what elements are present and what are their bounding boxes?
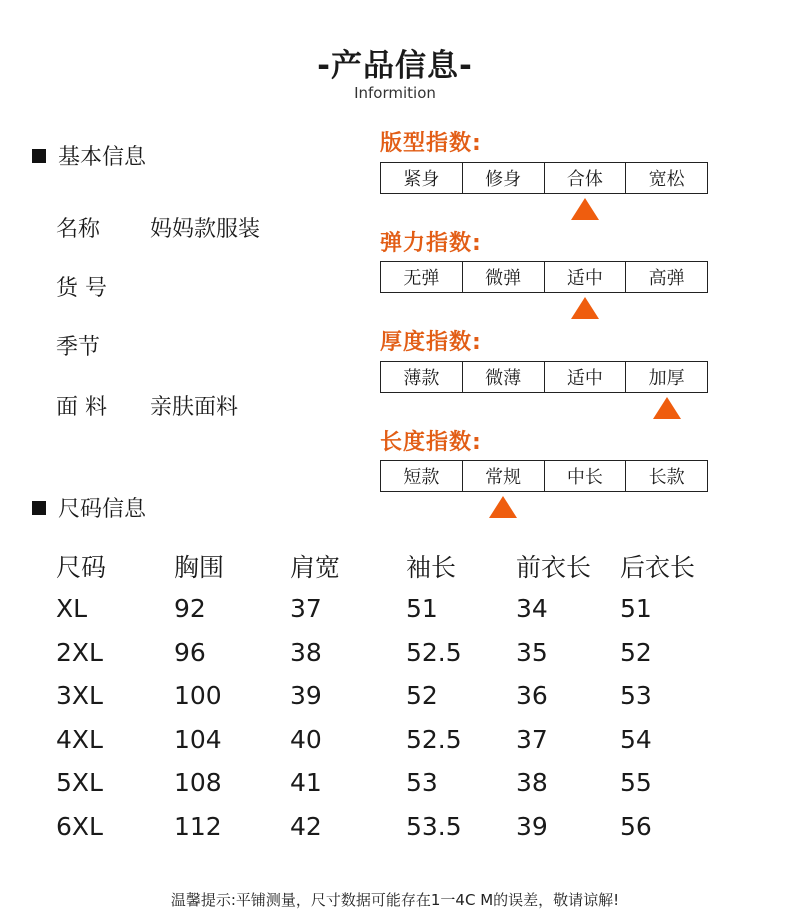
table-cell: 96 [174,638,206,667]
length-index-title: 长度指数: [380,430,482,455]
triangle-marker-icon [571,297,599,319]
table-cell: 40 [290,725,322,754]
table-cell: XL [56,594,88,623]
table-cell: 39 [290,681,322,710]
table-cell: 42 [290,812,322,841]
triangle-marker-icon [489,496,517,518]
table-cell: 112 [174,812,222,841]
table-cell: 6XL [56,812,103,841]
square-bullet-icon [32,501,46,515]
thickness-index-scale [380,361,708,393]
table-cell: 52.5 [406,725,462,754]
fit-index-scale [380,162,708,194]
info-value: 亲肤面料 [150,395,239,420]
info-label: 季节 [56,335,101,360]
table-cell: 35 [516,638,548,667]
triangle-marker-icon [653,397,681,419]
scale-cell: 适中 [545,362,627,392]
column-header: 肩宽 [290,553,341,582]
info-label: 面 料 [56,395,107,420]
scale-cell: 适中 [545,262,627,292]
column-header: 胸围 [174,553,225,582]
elasticity-index-scale [380,261,708,293]
table-cell: 53 [406,768,438,797]
table-cell: 2XL [56,638,103,667]
scale-cell: 薄款 [381,362,463,392]
column-header: 前衣长 [516,553,592,582]
basic-info-heading [32,140,146,171]
page-title: -产品信息- [317,48,473,84]
thickness-index-title: 厚度指数: [380,330,482,355]
info-label: 名称 [56,217,101,242]
info-label: 货 号 [56,276,107,301]
square-bullet-icon [32,149,46,163]
table-cell: 5XL [56,768,103,797]
scale-cell: 宽松 [648,169,685,190]
column-header: 尺码 [56,553,107,582]
table-cell: 36 [516,681,548,710]
table-cell: 53 [620,681,652,710]
table-cell: 3XL [56,681,103,710]
size-info-heading-text: 尺码信息 [58,497,147,522]
scale-cell: 紧身 [381,163,463,193]
table-cell: 34 [516,594,548,623]
size-info-heading [32,492,146,523]
scale-cell: 修身 [463,163,545,193]
scale-cell: 合体 [545,163,627,193]
measurement-note: 温馨提示:平铺测量，尺寸数据可能存在1一4C M的误差，敬请谅解! [170,891,620,909]
fit-index-title: 版型指数: [380,131,482,156]
table-cell: 104 [174,725,222,754]
length-index-scale [380,460,708,492]
scale-cell: 微弹 [463,262,545,292]
triangle-marker-icon [571,198,599,220]
scale-cell: 长款 [648,467,685,488]
table-cell: 38 [290,638,322,667]
table-cell: 52.5 [406,638,462,667]
elasticity-index-title: 弹力指数: [380,231,482,256]
table-cell: 54 [620,725,652,754]
table-cell: 37 [290,594,322,623]
table-cell: 38 [516,768,548,797]
scale-cell: 微薄 [463,362,545,392]
table-cell: 52 [406,681,438,710]
scale-cell: 短款 [381,461,463,491]
table-cell: 4XL [56,725,103,754]
scale-cell: 常规 [463,461,545,491]
table-cell: 108 [174,768,222,797]
table-cell: 56 [620,812,652,841]
table-cell: 51 [620,594,652,623]
table-cell: 55 [620,768,652,797]
page-subtitle: Informition [354,84,436,102]
table-cell: 100 [174,681,222,710]
table-cell: 51 [406,594,438,623]
basic-info-heading-text: 基本信息 [58,145,147,170]
table-cell: 39 [516,812,548,841]
table-cell: 41 [290,768,322,797]
table-cell: 53.5 [406,812,462,841]
scale-cell: 中长 [545,461,627,491]
column-header: 袖长 [406,553,457,582]
scale-cell: 无弹 [381,262,463,292]
scale-cell: 加厚 [648,368,685,389]
table-cell: 52 [620,638,652,667]
column-header: 后衣长 [620,553,696,582]
table-cell: 37 [516,725,548,754]
table-cell: 92 [174,594,206,623]
info-value: 妈妈款服装 [150,217,261,242]
scale-cell: 高弹 [648,268,685,289]
